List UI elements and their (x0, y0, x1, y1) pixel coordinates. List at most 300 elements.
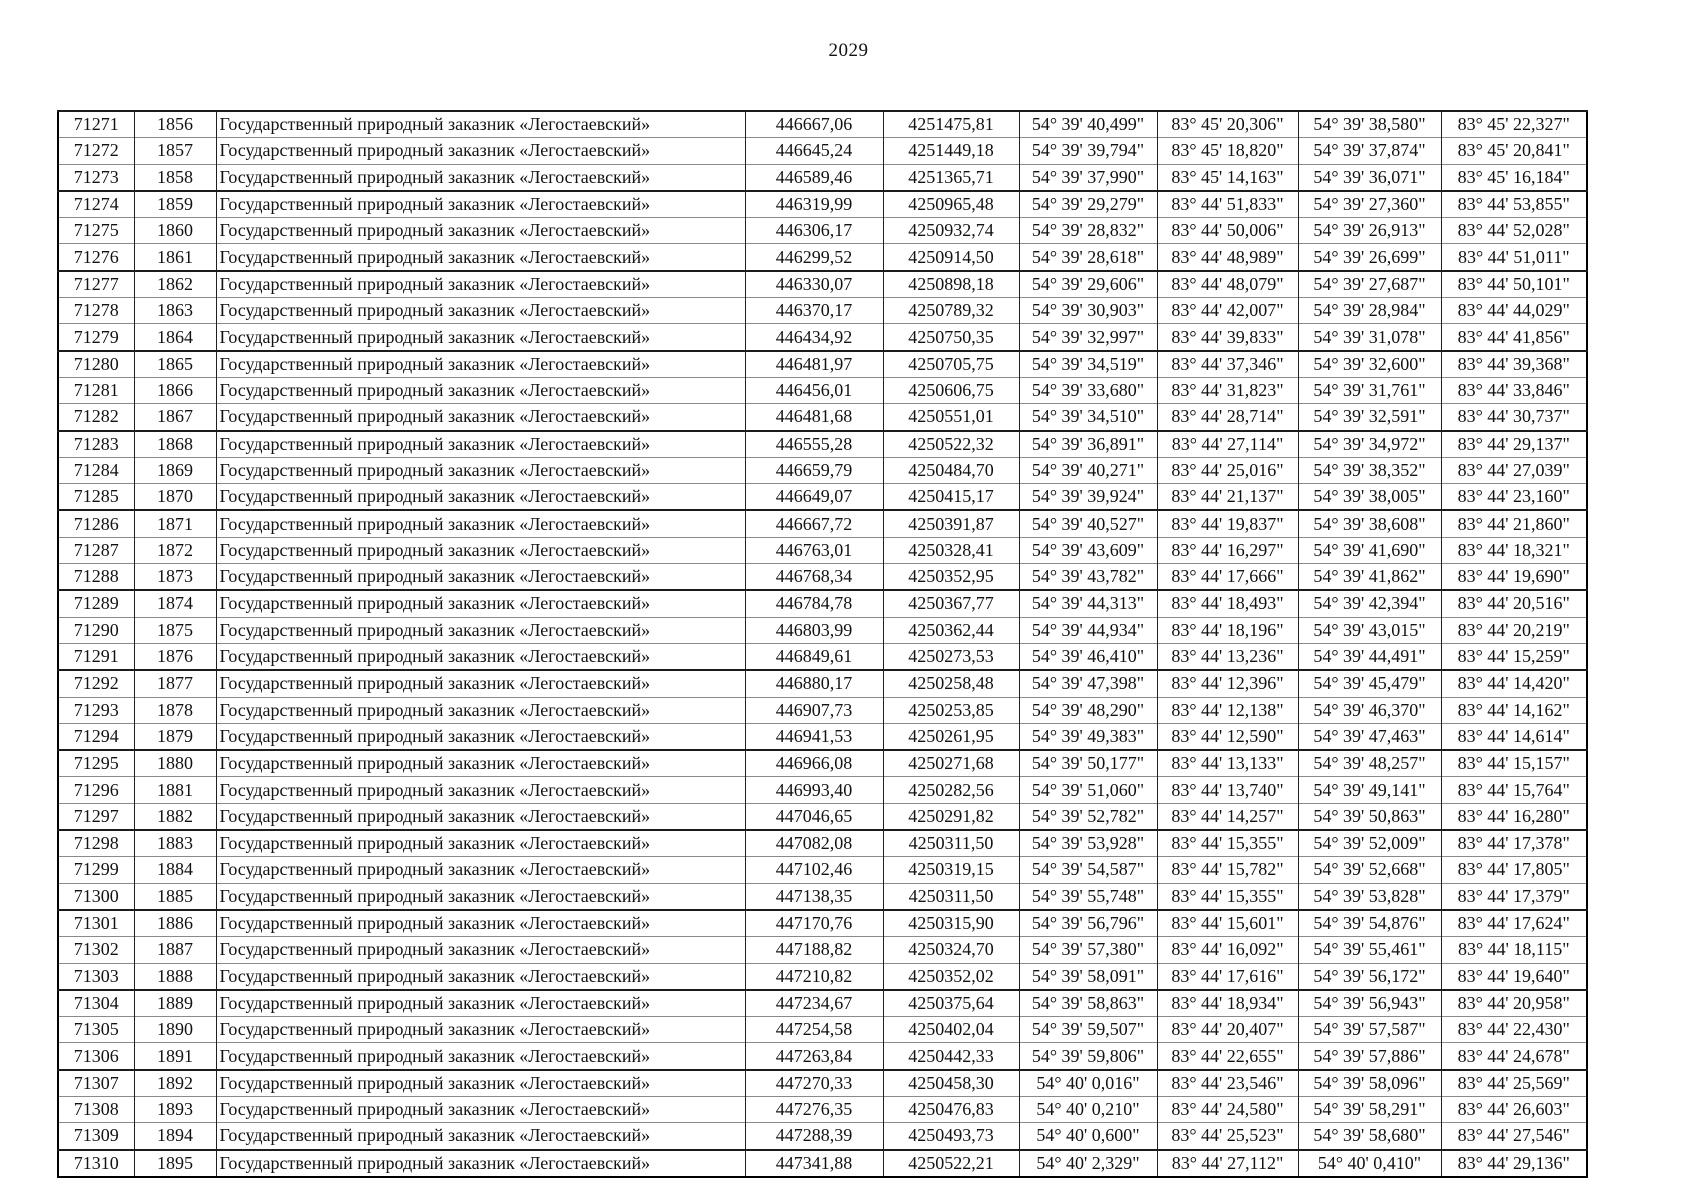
longitude-2-cell: 83° 44' 15,259" (1441, 643, 1587, 670)
area-name-cell: Государственный природный заказник «Легостаевский» (216, 111, 745, 138)
table-row (58, 351, 1587, 378)
latitude-1-cell: 54° 39' 55,748" (1019, 883, 1157, 910)
latitude-1-cell: 54° 39' 54,587" (1019, 857, 1157, 883)
table-row (58, 803, 1587, 830)
longitude-2-cell: 83° 44' 26,603" (1441, 1096, 1587, 1122)
table-row (58, 218, 1587, 244)
longitude-1-cell: 83° 44' 15,355" (1157, 883, 1298, 910)
id-cell: 71309 (58, 1123, 134, 1150)
x-coordinate-cell: 447234,67 (745, 990, 883, 1017)
seq-number-cell: 1887 (134, 937, 216, 963)
id-cell: 71296 (58, 777, 134, 803)
longitude-1-cell: 83° 44' 48,989" (1157, 244, 1298, 271)
seq-number-cell: 1858 (134, 164, 216, 191)
x-coordinate-cell: 446481,97 (745, 351, 883, 378)
table-row (58, 883, 1587, 910)
seq-number-cell: 1860 (134, 218, 216, 244)
seq-number-cell: 1885 (134, 883, 216, 910)
longitude-1-cell: 83° 44' 21,137" (1157, 484, 1298, 511)
seq-number-cell: 1886 (134, 910, 216, 937)
longitude-1-cell: 83° 44' 27,114" (1157, 431, 1298, 458)
longitude-1-cell: 83° 45' 14,163" (1157, 164, 1298, 191)
x-coordinate-cell: 447138,35 (745, 883, 883, 910)
y-coordinate-cell: 4250606,75 (883, 377, 1019, 403)
id-cell: 71307 (58, 1070, 134, 1097)
id-cell: 71310 (58, 1150, 134, 1177)
longitude-2-cell: 83° 44' 20,516" (1441, 590, 1587, 617)
area-name-cell: Государственный природный заказник «Легостаевский» (216, 670, 745, 697)
area-name-cell: Государственный природный заказник «Легостаевский» (216, 1070, 745, 1097)
latitude-1-cell: 54° 39' 49,383" (1019, 723, 1157, 750)
seq-number-cell: 1866 (134, 377, 216, 403)
latitude-2-cell: 54° 39' 26,913" (1298, 218, 1441, 244)
latitude-1-cell: 54° 40' 0,600" (1019, 1123, 1157, 1150)
seq-number-cell: 1881 (134, 777, 216, 803)
longitude-2-cell: 83° 44' 17,805" (1441, 857, 1587, 883)
longitude-1-cell: 83° 44' 13,740" (1157, 777, 1298, 803)
x-coordinate-cell: 446993,40 (745, 777, 883, 803)
x-coordinate-cell: 446907,73 (745, 697, 883, 723)
table-row (58, 138, 1587, 164)
x-coordinate-cell: 446306,17 (745, 218, 883, 244)
latitude-2-cell: 54° 39' 54,876" (1298, 910, 1441, 937)
area-name-cell: Государственный природный заказник «Легостаевский» (216, 857, 745, 883)
area-name-cell: Государственный природный заказник «Легостаевский» (216, 564, 745, 591)
latitude-2-cell: 54° 39' 52,009" (1298, 830, 1441, 857)
seq-number-cell: 1875 (134, 617, 216, 643)
id-cell: 71293 (58, 697, 134, 723)
longitude-1-cell: 83° 45' 18,820" (1157, 138, 1298, 164)
x-coordinate-cell: 446645,24 (745, 138, 883, 164)
table-row (58, 431, 1587, 458)
longitude-2-cell: 83° 44' 14,614" (1441, 723, 1587, 750)
seq-number-cell: 1883 (134, 830, 216, 857)
id-cell: 71280 (58, 351, 134, 378)
longitude-2-cell: 83° 44' 50,101" (1441, 271, 1587, 298)
latitude-2-cell: 54° 39' 46,370" (1298, 697, 1441, 723)
area-name-cell: Государственный природный заказник «Легостаевский» (216, 750, 745, 777)
longitude-2-cell: 83° 44' 15,157" (1441, 750, 1587, 777)
x-coordinate-cell: 446659,79 (745, 457, 883, 483)
seq-number-cell: 1863 (134, 298, 216, 324)
longitude-2-cell: 83° 44' 18,115" (1441, 937, 1587, 963)
area-name-cell: Государственный природный заказник «Легостаевский» (216, 617, 745, 643)
seq-number-cell: 1872 (134, 537, 216, 563)
y-coordinate-cell: 4251475,81 (883, 111, 1019, 138)
longitude-1-cell: 83° 44' 12,396" (1157, 670, 1298, 697)
area-name-cell: Государственный природный заказник «Легостаевский» (216, 484, 745, 511)
id-cell: 71288 (58, 564, 134, 591)
seq-number-cell: 1870 (134, 484, 216, 511)
y-coordinate-cell: 4250458,30 (883, 1070, 1019, 1097)
latitude-2-cell: 54° 39' 44,491" (1298, 643, 1441, 670)
latitude-1-cell: 54° 39' 58,091" (1019, 963, 1157, 990)
y-coordinate-cell: 4250261,95 (883, 723, 1019, 750)
table-body (58, 111, 1587, 1177)
x-coordinate-cell: 446768,34 (745, 564, 883, 591)
id-cell: 71291 (58, 643, 134, 670)
x-coordinate-cell: 446784,78 (745, 590, 883, 617)
latitude-1-cell: 54° 39' 43,609" (1019, 537, 1157, 563)
longitude-2-cell: 83° 44' 15,764" (1441, 777, 1587, 803)
id-cell: 71290 (58, 617, 134, 643)
x-coordinate-cell: 447188,82 (745, 937, 883, 963)
table-row (58, 537, 1587, 563)
y-coordinate-cell: 4250522,21 (883, 1150, 1019, 1177)
x-coordinate-cell: 446849,61 (745, 643, 883, 670)
x-coordinate-cell: 447276,35 (745, 1096, 883, 1122)
area-name-cell: Государственный природный заказник «Легостаевский» (216, 298, 745, 324)
seq-number-cell: 1864 (134, 324, 216, 351)
longitude-1-cell: 83° 44' 13,133" (1157, 750, 1298, 777)
y-coordinate-cell: 4250898,18 (883, 271, 1019, 298)
area-name-cell: Государственный природный заказник «Легостаевский» (216, 218, 745, 244)
seq-number-cell: 1893 (134, 1096, 216, 1122)
longitude-1-cell: 83° 44' 23,546" (1157, 1070, 1298, 1097)
seq-number-cell: 1874 (134, 590, 216, 617)
table-row (58, 271, 1587, 298)
latitude-1-cell: 54° 39' 56,796" (1019, 910, 1157, 937)
id-cell: 71302 (58, 937, 134, 963)
table-row (58, 723, 1587, 750)
seq-number-cell: 1857 (134, 138, 216, 164)
table-row (58, 1017, 1587, 1043)
table-row (58, 990, 1587, 1017)
seq-number-cell: 1892 (134, 1070, 216, 1097)
y-coordinate-cell: 4250932,74 (883, 218, 1019, 244)
seq-number-cell: 1856 (134, 111, 216, 138)
table-row (58, 510, 1587, 537)
area-name-cell: Государственный природный заказник «Легостаевский» (216, 457, 745, 483)
id-cell: 71284 (58, 457, 134, 483)
x-coordinate-cell: 447170,76 (745, 910, 883, 937)
y-coordinate-cell: 4250282,56 (883, 777, 1019, 803)
id-cell: 71283 (58, 431, 134, 458)
longitude-1-cell: 83° 44' 48,079" (1157, 271, 1298, 298)
x-coordinate-cell: 446941,53 (745, 723, 883, 750)
area-name-cell: Государственный природный заказник «Легостаевский» (216, 803, 745, 830)
longitude-2-cell: 83° 45' 22,327" (1441, 111, 1587, 138)
y-coordinate-cell: 4250362,44 (883, 617, 1019, 643)
y-coordinate-cell: 4250484,70 (883, 457, 1019, 483)
latitude-1-cell: 54° 39' 40,499" (1019, 111, 1157, 138)
longitude-2-cell: 83° 44' 52,028" (1441, 218, 1587, 244)
latitude-2-cell: 54° 39' 52,668" (1298, 857, 1441, 883)
id-cell: 71305 (58, 1017, 134, 1043)
y-coordinate-cell: 4250311,50 (883, 830, 1019, 857)
x-coordinate-cell: 446966,08 (745, 750, 883, 777)
x-coordinate-cell: 447288,39 (745, 1123, 883, 1150)
x-coordinate-cell: 446649,07 (745, 484, 883, 511)
latitude-1-cell: 54° 39' 37,990" (1019, 164, 1157, 191)
id-cell: 71282 (58, 404, 134, 431)
latitude-2-cell: 54° 39' 38,608" (1298, 510, 1441, 537)
longitude-2-cell: 83° 44' 20,219" (1441, 617, 1587, 643)
id-cell: 71295 (58, 750, 134, 777)
y-coordinate-cell: 4250328,41 (883, 537, 1019, 563)
latitude-2-cell: 54° 39' 26,699" (1298, 244, 1441, 271)
longitude-2-cell: 83° 44' 27,039" (1441, 457, 1587, 483)
area-name-cell: Государственный природный заказник «Легостаевский» (216, 883, 745, 910)
latitude-2-cell: 54° 39' 41,862" (1298, 564, 1441, 591)
area-name-cell: Государственный природный заказник «Легостаевский» (216, 138, 745, 164)
latitude-2-cell: 54° 39' 49,141" (1298, 777, 1441, 803)
latitude-1-cell: 54° 39' 39,924" (1019, 484, 1157, 511)
longitude-2-cell: 83° 44' 24,678" (1441, 1043, 1587, 1070)
longitude-2-cell: 83° 44' 19,690" (1441, 564, 1587, 591)
id-cell: 71279 (58, 324, 134, 351)
x-coordinate-cell: 447102,46 (745, 857, 883, 883)
x-coordinate-cell: 446299,52 (745, 244, 883, 271)
x-coordinate-cell: 447210,82 (745, 963, 883, 990)
latitude-1-cell: 54° 39' 32,997" (1019, 324, 1157, 351)
latitude-1-cell: 54° 39' 48,290" (1019, 697, 1157, 723)
table-row (58, 1096, 1587, 1122)
table-row (58, 298, 1587, 324)
longitude-2-cell: 83° 44' 29,136" (1441, 1150, 1587, 1177)
y-coordinate-cell: 4250402,04 (883, 1017, 1019, 1043)
table-row (58, 564, 1587, 591)
table-row (58, 111, 1587, 138)
area-name-cell: Государственный природный заказник «Легостаевский» (216, 377, 745, 403)
y-coordinate-cell: 4250367,77 (883, 590, 1019, 617)
latitude-2-cell: 54° 39' 38,352" (1298, 457, 1441, 483)
longitude-2-cell: 83° 44' 33,846" (1441, 377, 1587, 403)
longitude-2-cell: 83° 44' 20,958" (1441, 990, 1587, 1017)
seq-number-cell: 1891 (134, 1043, 216, 1070)
longitude-2-cell: 83° 44' 18,321" (1441, 537, 1587, 563)
longitude-1-cell: 83° 44' 12,590" (1157, 723, 1298, 750)
longitude-1-cell: 83° 44' 13,236" (1157, 643, 1298, 670)
table-row (58, 377, 1587, 403)
id-cell: 71277 (58, 271, 134, 298)
area-name-cell: Государственный природный заказник «Легостаевский» (216, 910, 745, 937)
table-row (58, 590, 1587, 617)
id-cell: 71274 (58, 191, 134, 218)
table-row (58, 857, 1587, 883)
area-name-cell: Государственный природный заказник «Легостаевский» (216, 937, 745, 963)
longitude-2-cell: 83° 44' 39,368" (1441, 351, 1587, 378)
latitude-2-cell: 54° 39' 27,360" (1298, 191, 1441, 218)
table-row (58, 1123, 1587, 1150)
longitude-1-cell: 83° 44' 15,355" (1157, 830, 1298, 857)
x-coordinate-cell: 446319,99 (745, 191, 883, 218)
longitude-1-cell: 83° 44' 15,782" (1157, 857, 1298, 883)
y-coordinate-cell: 4250271,68 (883, 750, 1019, 777)
x-coordinate-cell: 446880,17 (745, 670, 883, 697)
y-coordinate-cell: 4250291,82 (883, 803, 1019, 830)
area-name-cell: Государственный природный заказник «Легостаевский» (216, 1123, 745, 1150)
longitude-1-cell: 83° 44' 17,616" (1157, 963, 1298, 990)
longitude-1-cell: 83° 44' 16,297" (1157, 537, 1298, 563)
longitude-1-cell: 83° 44' 20,407" (1157, 1017, 1298, 1043)
x-coordinate-cell: 447270,33 (745, 1070, 883, 1097)
latitude-1-cell: 54° 39' 44,313" (1019, 590, 1157, 617)
latitude-1-cell: 54° 39' 57,380" (1019, 937, 1157, 963)
table-row (58, 910, 1587, 937)
latitude-2-cell: 54° 40' 0,410" (1298, 1150, 1441, 1177)
area-name-cell: Государственный природный заказник «Легостаевский» (216, 643, 745, 670)
latitude-2-cell: 54° 39' 38,005" (1298, 484, 1441, 511)
seq-number-cell: 1882 (134, 803, 216, 830)
area-name-cell: Государственный природный заказник «Легостаевский» (216, 244, 745, 271)
longitude-1-cell: 83° 44' 28,714" (1157, 404, 1298, 431)
table-row (58, 1043, 1587, 1070)
longitude-1-cell: 83° 45' 20,306" (1157, 111, 1298, 138)
longitude-1-cell: 83° 44' 25,523" (1157, 1123, 1298, 1150)
y-coordinate-cell: 4250750,35 (883, 324, 1019, 351)
y-coordinate-cell: 4250415,17 (883, 484, 1019, 511)
longitude-2-cell: 83° 44' 14,162" (1441, 697, 1587, 723)
x-coordinate-cell: 446803,99 (745, 617, 883, 643)
id-cell: 71297 (58, 803, 134, 830)
y-coordinate-cell: 4250914,50 (883, 244, 1019, 271)
id-cell: 71303 (58, 963, 134, 990)
y-coordinate-cell: 4250551,01 (883, 404, 1019, 431)
longitude-2-cell: 83° 44' 25,569" (1441, 1070, 1587, 1097)
seq-number-cell: 1879 (134, 723, 216, 750)
area-name-cell: Государственный природный заказник «Легостаевский» (216, 723, 745, 750)
longitude-1-cell: 83° 44' 16,092" (1157, 937, 1298, 963)
longitude-2-cell: 83° 44' 30,737" (1441, 404, 1587, 431)
latitude-2-cell: 54° 39' 58,096" (1298, 1070, 1441, 1097)
latitude-2-cell: 54° 39' 53,828" (1298, 883, 1441, 910)
area-name-cell: Государственный природный заказник «Легостаевский» (216, 1096, 745, 1122)
area-name-cell: Государственный природный заказник «Легостаевский» (216, 590, 745, 617)
longitude-2-cell: 83° 44' 51,011" (1441, 244, 1587, 271)
seq-number-cell: 1862 (134, 271, 216, 298)
longitude-1-cell: 83° 44' 12,138" (1157, 697, 1298, 723)
y-coordinate-cell: 4250476,83 (883, 1096, 1019, 1122)
longitude-1-cell: 83° 44' 19,837" (1157, 510, 1298, 537)
latitude-1-cell: 54° 39' 47,398" (1019, 670, 1157, 697)
table-row (58, 404, 1587, 431)
longitude-1-cell: 83° 44' 18,493" (1157, 590, 1298, 617)
x-coordinate-cell: 447082,08 (745, 830, 883, 857)
area-name-cell: Государственный природный заказник «Легостаевский» (216, 1043, 745, 1070)
latitude-1-cell: 54° 39' 28,618" (1019, 244, 1157, 271)
area-name-cell: Государственный природный заказник «Легостаевский» (216, 777, 745, 803)
longitude-2-cell: 83° 44' 53,855" (1441, 191, 1587, 218)
id-cell: 71273 (58, 164, 134, 191)
x-coordinate-cell: 446667,06 (745, 111, 883, 138)
latitude-2-cell: 54° 39' 36,071" (1298, 164, 1441, 191)
latitude-1-cell: 54° 39' 58,863" (1019, 990, 1157, 1017)
longitude-1-cell: 83° 44' 17,666" (1157, 564, 1298, 591)
longitude-1-cell: 83° 44' 39,833" (1157, 324, 1298, 351)
y-coordinate-cell: 4250319,15 (883, 857, 1019, 883)
id-cell: 71278 (58, 298, 134, 324)
longitude-2-cell: 83° 44' 41,856" (1441, 324, 1587, 351)
y-coordinate-cell: 4250253,85 (883, 697, 1019, 723)
id-cell: 71272 (58, 138, 134, 164)
area-name-cell: Государственный природный заказник «Легостаевский» (216, 990, 745, 1017)
latitude-2-cell: 54° 39' 42,394" (1298, 590, 1441, 617)
latitude-1-cell: 54° 39' 33,680" (1019, 377, 1157, 403)
latitude-2-cell: 54° 39' 34,972" (1298, 431, 1441, 458)
latitude-2-cell: 54° 39' 47,463" (1298, 723, 1441, 750)
latitude-1-cell: 54° 39' 46,410" (1019, 643, 1157, 670)
longitude-2-cell: 83° 44' 21,860" (1441, 510, 1587, 537)
id-cell: 71275 (58, 218, 134, 244)
table-row (58, 1150, 1587, 1177)
x-coordinate-cell: 446370,17 (745, 298, 883, 324)
latitude-1-cell: 54° 39' 59,507" (1019, 1017, 1157, 1043)
table-row (58, 777, 1587, 803)
y-coordinate-cell: 4250442,33 (883, 1043, 1019, 1070)
latitude-2-cell: 54° 39' 45,479" (1298, 670, 1441, 697)
area-name-cell: Государственный природный заказник «Легостаевский» (216, 271, 745, 298)
x-coordinate-cell: 446589,46 (745, 164, 883, 191)
x-coordinate-cell: 446456,01 (745, 377, 883, 403)
id-cell: 71306 (58, 1043, 134, 1070)
area-name-cell: Государственный природный заказник «Легостаевский» (216, 963, 745, 990)
seq-number-cell: 1861 (134, 244, 216, 271)
latitude-2-cell: 54° 39' 38,580" (1298, 111, 1441, 138)
longitude-1-cell: 83° 44' 24,580" (1157, 1096, 1298, 1122)
id-cell: 71292 (58, 670, 134, 697)
y-coordinate-cell: 4250965,48 (883, 191, 1019, 218)
longitude-1-cell: 83° 44' 42,007" (1157, 298, 1298, 324)
id-cell: 71285 (58, 484, 134, 511)
area-name-cell: Государственный природный заказник «Легостаевский» (216, 324, 745, 351)
latitude-2-cell: 54° 39' 56,172" (1298, 963, 1441, 990)
area-name-cell: Государственный природный заказник «Легостаевский» (216, 431, 745, 458)
latitude-2-cell: 54° 39' 31,761" (1298, 377, 1441, 403)
longitude-2-cell: 83° 44' 29,137" (1441, 431, 1587, 458)
y-coordinate-cell: 4250352,02 (883, 963, 1019, 990)
x-coordinate-cell: 447254,58 (745, 1017, 883, 1043)
latitude-1-cell: 54° 40' 0,210" (1019, 1096, 1157, 1122)
id-cell: 71287 (58, 537, 134, 563)
x-coordinate-cell: 446330,07 (745, 271, 883, 298)
latitude-1-cell: 54° 40' 0,016" (1019, 1070, 1157, 1097)
longitude-2-cell: 83° 45' 20,841" (1441, 138, 1587, 164)
id-cell: 71304 (58, 990, 134, 1017)
longitude-2-cell: 83° 44' 17,379" (1441, 883, 1587, 910)
seq-number-cell: 1877 (134, 670, 216, 697)
latitude-2-cell: 54° 39' 41,690" (1298, 537, 1441, 563)
latitude-2-cell: 54° 39' 37,874" (1298, 138, 1441, 164)
latitude-1-cell: 54° 39' 34,519" (1019, 351, 1157, 378)
latitude-2-cell: 54° 39' 57,587" (1298, 1017, 1441, 1043)
seq-number-cell: 1871 (134, 510, 216, 537)
id-cell: 71271 (58, 111, 134, 138)
longitude-1-cell: 83° 44' 14,257" (1157, 803, 1298, 830)
table-row (58, 324, 1587, 351)
y-coordinate-cell: 4250273,53 (883, 643, 1019, 670)
page-number: 2029 (828, 40, 869, 61)
longitude-2-cell: 83° 44' 17,624" (1441, 910, 1587, 937)
latitude-1-cell: 54° 39' 52,782" (1019, 803, 1157, 830)
longitude-1-cell: 83° 44' 25,016" (1157, 457, 1298, 483)
latitude-1-cell: 54° 39' 43,782" (1019, 564, 1157, 591)
id-cell: 71289 (58, 590, 134, 617)
seq-number-cell: 1867 (134, 404, 216, 431)
seq-number-cell: 1895 (134, 1150, 216, 1177)
latitude-2-cell: 54° 39' 27,687" (1298, 271, 1441, 298)
longitude-1-cell: 83° 44' 15,601" (1157, 910, 1298, 937)
latitude-2-cell: 54° 39' 31,078" (1298, 324, 1441, 351)
latitude-1-cell: 54° 39' 34,510" (1019, 404, 1157, 431)
id-cell: 71286 (58, 510, 134, 537)
longitude-2-cell: 83° 44' 19,640" (1441, 963, 1587, 990)
id-cell: 71299 (58, 857, 134, 883)
latitude-1-cell: 54° 39' 39,794" (1019, 138, 1157, 164)
x-coordinate-cell: 447046,65 (745, 803, 883, 830)
latitude-1-cell: 54° 39' 59,806" (1019, 1043, 1157, 1070)
latitude-1-cell: 54° 39' 50,177" (1019, 750, 1157, 777)
